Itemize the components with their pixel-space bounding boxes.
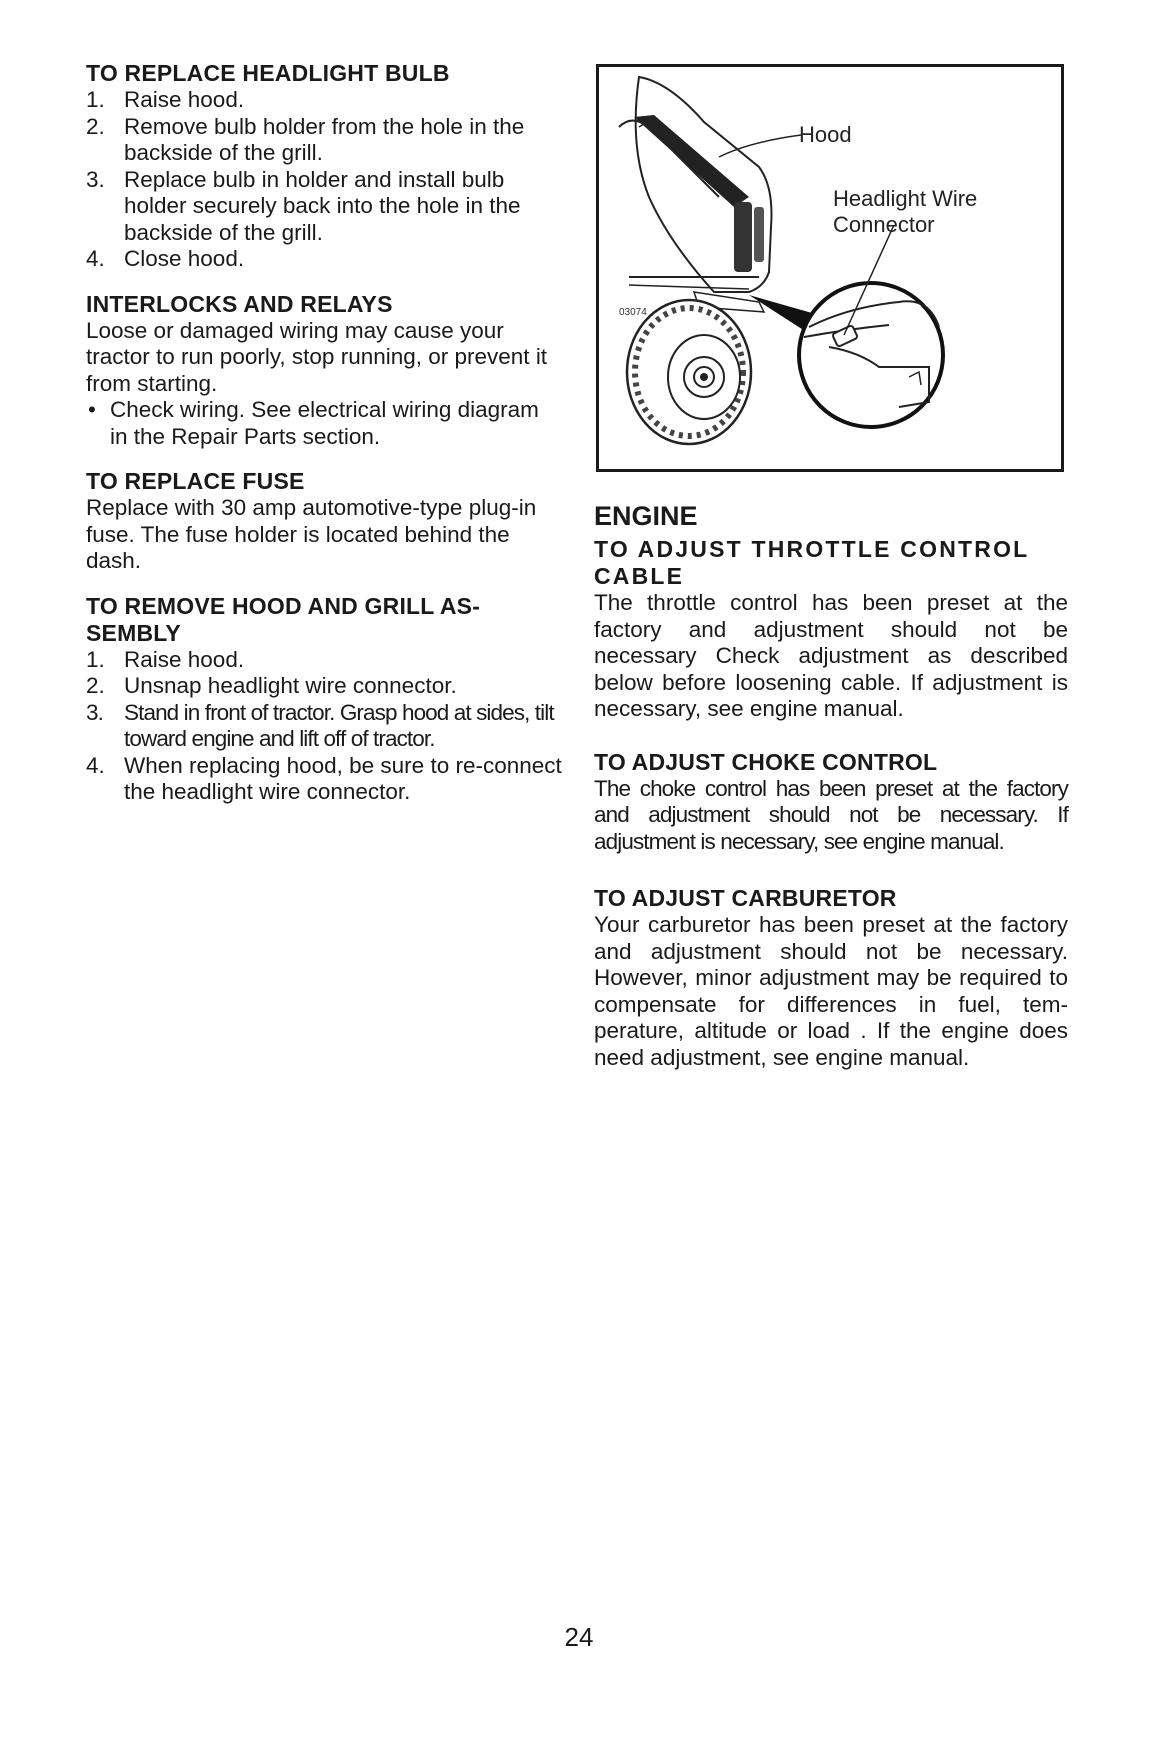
step-number: 1. [86, 87, 105, 112]
paragraph: The throttle control has been preset at the factory and adjustment should not be necessary Check adjustment as described below before loosening cable. If adjustment is necessary, see engine manual. [594, 590, 1068, 721]
step-number: 3. [86, 166, 105, 192]
list-item [86, 700, 562, 753]
axle [700, 373, 708, 381]
step-number: 1. [86, 646, 105, 672]
step-number: 2. [86, 113, 105, 139]
paragraph: The choke control has been preset at the factory and adjustment should not be necessary. If adjustment is necessary, see engine manual. [594, 775, 1068, 854]
section-replace-fuse [86, 468, 562, 575]
step-text: Stand in front of tractor. Grasp hood at sides, tilt toward engine and lift off of tractor. [124, 699, 554, 751]
left-column [86, 60, 562, 824]
section-replace-headlight-bulb [86, 60, 562, 273]
steps-list [86, 647, 562, 806]
step-number: 4. [86, 246, 105, 271]
section-title: TO ADJUST CHOKE CONTROL [594, 748, 938, 775]
bullet-icon: • [88, 397, 96, 422]
connector-label-line-2: Connector [833, 212, 935, 237]
list-item [86, 246, 562, 273]
section-title: INTERLOCKS AND RELAYS [86, 290, 393, 317]
hood-connector-illustration [596, 64, 1064, 472]
step-text: Close hood. [124, 246, 245, 271]
hood-label: Hood [799, 122, 852, 147]
list-item [86, 167, 562, 247]
list-item [86, 397, 562, 450]
step-text: Replace bulb in holder and install bulb holder securely back into the hole in the backside of the grill. [124, 166, 521, 245]
engine-heading: ENGINE [594, 501, 698, 531]
grill-vent [754, 207, 764, 262]
page-number: 24 [564, 1622, 594, 1652]
section-choke-control [594, 749, 1068, 856]
paragraph: Loose or damaged wiring may cause your tractor to run poorly, stop running, or prevent it from starting. [86, 317, 548, 396]
steps-list [86, 87, 562, 273]
step-text: Remove bulb holder from the hole in the backside of the grill. [124, 113, 525, 165]
list-item [86, 647, 562, 674]
section-remove-hood-grill [86, 593, 562, 806]
connector-label-line-1: Headlight Wire [833, 186, 978, 211]
step-text: Raise hood. [124, 87, 245, 112]
section-interlocks-relays [86, 291, 562, 451]
paragraph: Your carburetor has been preset at the factory and adjustment should not be necessary. However, minor adjustment may be required to compensate for differences in fuel, tem-perature, altitude or load . If the engine does need adjustment, see engine manual. [594, 912, 1068, 1070]
list-item [86, 87, 562, 114]
section-title: TO REMOVE HOOD AND GRILL AS-SEMBLY [86, 592, 481, 646]
bullet-text: Check wiring. See electrical wiring diagram in the Repair Parts section. [110, 397, 539, 449]
part-number: 03074 [619, 307, 647, 318]
section-throttle-cable [594, 536, 1068, 723]
bullet-list [86, 397, 562, 450]
paragraph: Replace with 30 amp automotive-type plug-in fuse. The fuse holder is located behind the dash. [86, 495, 537, 573]
right-column [594, 500, 1068, 1089]
step-number: 2. [86, 673, 105, 698]
list-item [86, 673, 562, 700]
section-title: TO REPLACE FUSE [86, 468, 305, 494]
step-text: Raise hood. [124, 646, 245, 672]
section-title: TO REPLACE HEADLIGHT BULB [86, 60, 450, 86]
step-number: 3. [86, 699, 103, 725]
step-number: 4. [86, 752, 105, 778]
grill-vent [734, 202, 752, 272]
section-title: TO ADJUST CARBURETOR [594, 885, 897, 911]
step-text: Unsnap headlight wire connector. [124, 673, 457, 698]
list-item [86, 753, 562, 806]
section-title: TO ADJUST THROTTLE CONTROL CABLE [594, 536, 1029, 589]
list-item [86, 114, 562, 167]
section-carburetor [594, 885, 1068, 1071]
step-text: When replacing hood, be sure to re-connect the headlight wire connector. [124, 752, 562, 804]
